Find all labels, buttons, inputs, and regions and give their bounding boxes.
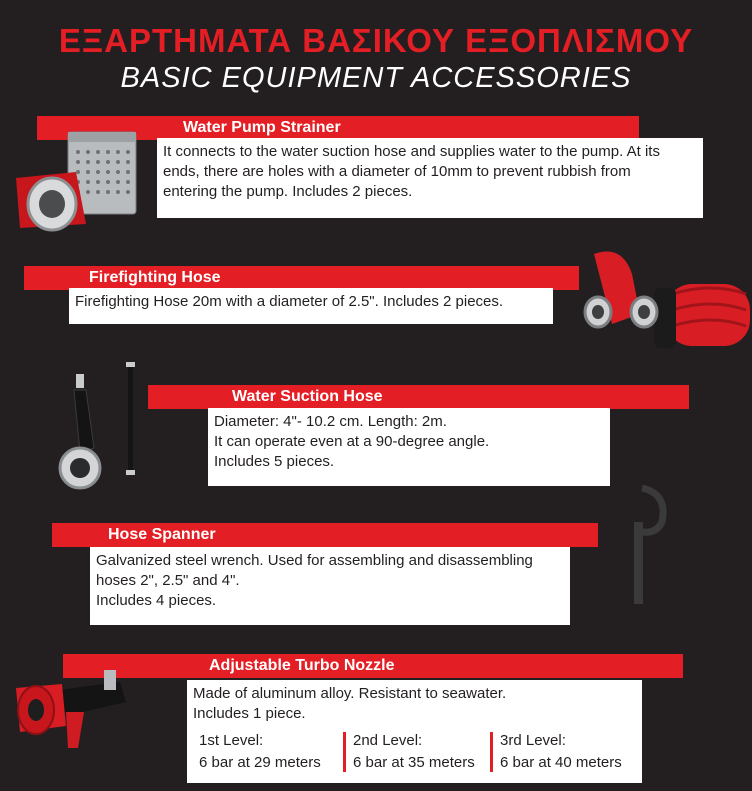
section-title: Hose Spanner [108, 526, 216, 543]
section-turbo-nozzle-bar [63, 654, 683, 678]
level-separator [343, 732, 346, 772]
level-3: 3rd Level: 6 bar at 40 meters [500, 732, 622, 771]
water-suction-hose-description: Diameter: 4"- 10.2 cm. Length: 2m. It can operate even at a 90-degree angle. Includes 5 pieces. [208, 408, 610, 486]
section-title: Adjustable Turbo Nozzle [209, 657, 395, 674]
title-english: BASIC EQUIPMENT ACCESSORIES [120, 62, 632, 94]
section-firefighting-hose-bar [24, 266, 579, 290]
level-1: 1st Level: 6 bar at 29 meters [199, 732, 321, 771]
section-hose-spanner-bar [52, 523, 598, 547]
level-separator [490, 732, 493, 772]
title-greek: ΕΞΑΡΤΗΜΑΤΑ ΒΑΣΙΚΟΥ ΕΞΟΠΛΙΣΜΟΥ [58, 22, 694, 59]
section-title: Firefighting Hose [89, 269, 221, 286]
firefighting-hose-description: Firefighting Hose 20m with a diameter of 2.5". Includes 2 pieces. [69, 288, 553, 324]
hose-spanner-image [616, 482, 676, 608]
section-title: Water Suction Hose [232, 388, 383, 405]
water-pump-strainer-description: It connects to the water suction hose and supplies water to the pump. At its ends, there are holes with a diameter of 10mm to prevent rubbish from entering the pump. Includes 2 pieces. [157, 138, 703, 218]
water-pump-strainer-image [6, 128, 156, 236]
section-water-suction-hose-bar [148, 385, 689, 409]
section-title: Water Pump Strainer [183, 119, 341, 136]
turbo-nozzle-image [8, 668, 140, 756]
level-2: 2nd Level: 6 bar at 35 meters [353, 732, 475, 771]
hose-spanner-description: Galvanized steel wrench. Used for assembling and disassembling hoses 2", 2.5" and 4". Includes 4 pieces. [90, 547, 570, 625]
firefighting-hose-image [582, 244, 752, 356]
water-suction-hose-image [50, 360, 150, 492]
turbo-nozzle-description: Made of aluminum alloy. Resistant to seawater. Includes 1 piece. 1st Level: 6 bar at 29 meters 2nd Level: 6 bar at 35 meters 3rd Level: 6 bar at 40 meters [187, 680, 642, 783]
